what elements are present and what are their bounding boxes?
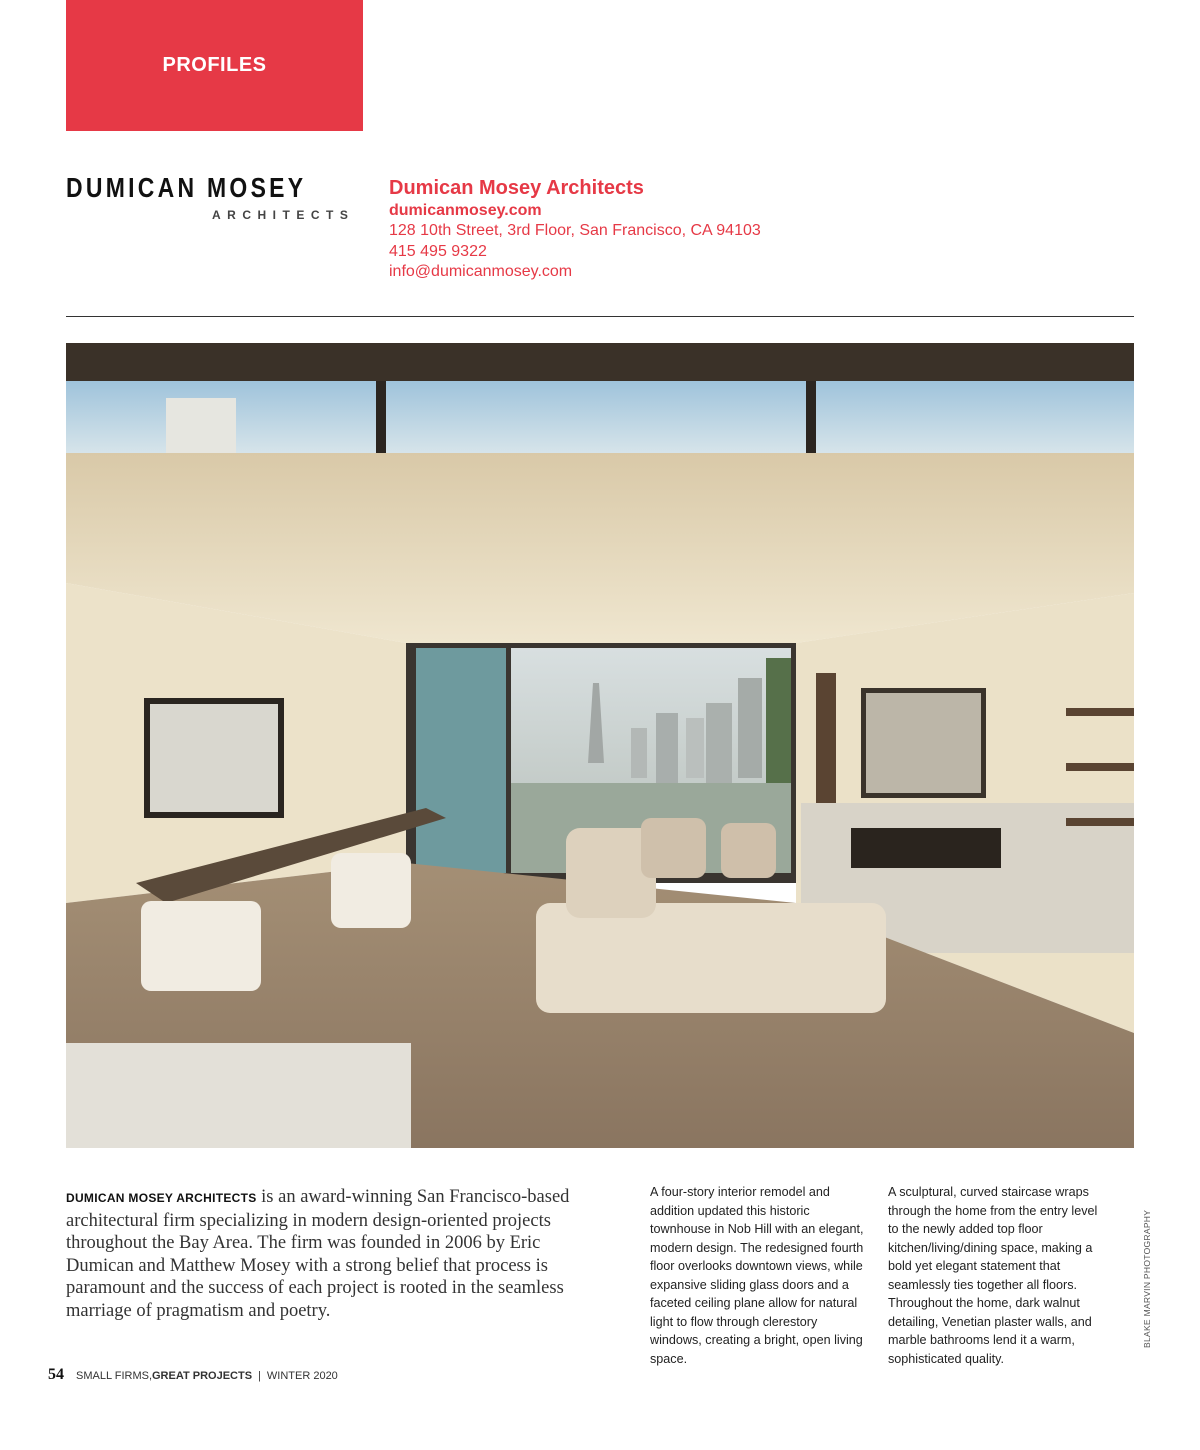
address: 128 10th Street, 3rd Floor, San Francisco, CA 94103: [389, 222, 761, 239]
section-tab: [66, 0, 363, 131]
interior-photo: [66, 343, 1134, 1148]
page-footer: [48, 1366, 338, 1384]
section-tab-label: PROFILES: [162, 54, 267, 76]
phone: 415 495 9322: [389, 242, 487, 260]
page-number: 54: [48, 1366, 64, 1383]
firm-logo: [66, 172, 355, 222]
contact-block: [389, 175, 761, 283]
publication-name-bold: GREAT PROJECTS: [152, 1370, 253, 1382]
divider-rule: [66, 316, 1134, 317]
website-link[interactable]: dumicanmosey.com: [389, 202, 542, 219]
publication-name: SMALL FIRMS,: [76, 1370, 152, 1382]
logo-wordmark: DUMICAN MOSEY: [66, 172, 307, 203]
footer-separator: |: [258, 1370, 261, 1382]
logo-subtitle: ARCHITECTS: [212, 208, 355, 222]
intro-body: is an award-winning San Francisco-based architectural firm specializing in modern design-oriented projects throughout the Bay Area. The firm was founded in 2006 by Eric Dumican and Matthew Mosey with a strong belief that process is paramount and the success of each project is rooted in the seamless marriage of pragmatism and poetry.: [66, 1187, 570, 1321]
body-column-1: A four-story interior remodel and addition updated this historic townhouse in Nob Hill with an elegant, modern design. The redesigned fourth floor overlooks downtown views, while expansive sliding glass doors and a faceted ceiling plane allow for natural light to flow through clerestory windows, creating a bright, open living space.: [650, 1185, 864, 1366]
intro-paragraph: [66, 1186, 586, 1322]
email-link[interactable]: info@dumicanmosey.com: [389, 263, 573, 280]
photo-credit: BLAKE MARVIN PHOTOGRAPHY: [1142, 1209, 1152, 1348]
intro-lead: DUMICAN MOSEY ARCHITECTS: [66, 1191, 257, 1205]
firm-name: Dumican Mosey Architects: [389, 177, 644, 199]
issue-label: WINTER 2020: [266, 1370, 338, 1382]
body-column-2: A sculptural, curved staircase wraps through the home from the entry level to the newly added top floor kitchen/living/dining space, making a bold yet elegant statement that seamlessly ties together all floors. Throughout the home, dark walnut detailing, Venetian plaster walls, and marble bathrooms lend it a warm, sophisticated quality.: [888, 1185, 1098, 1366]
